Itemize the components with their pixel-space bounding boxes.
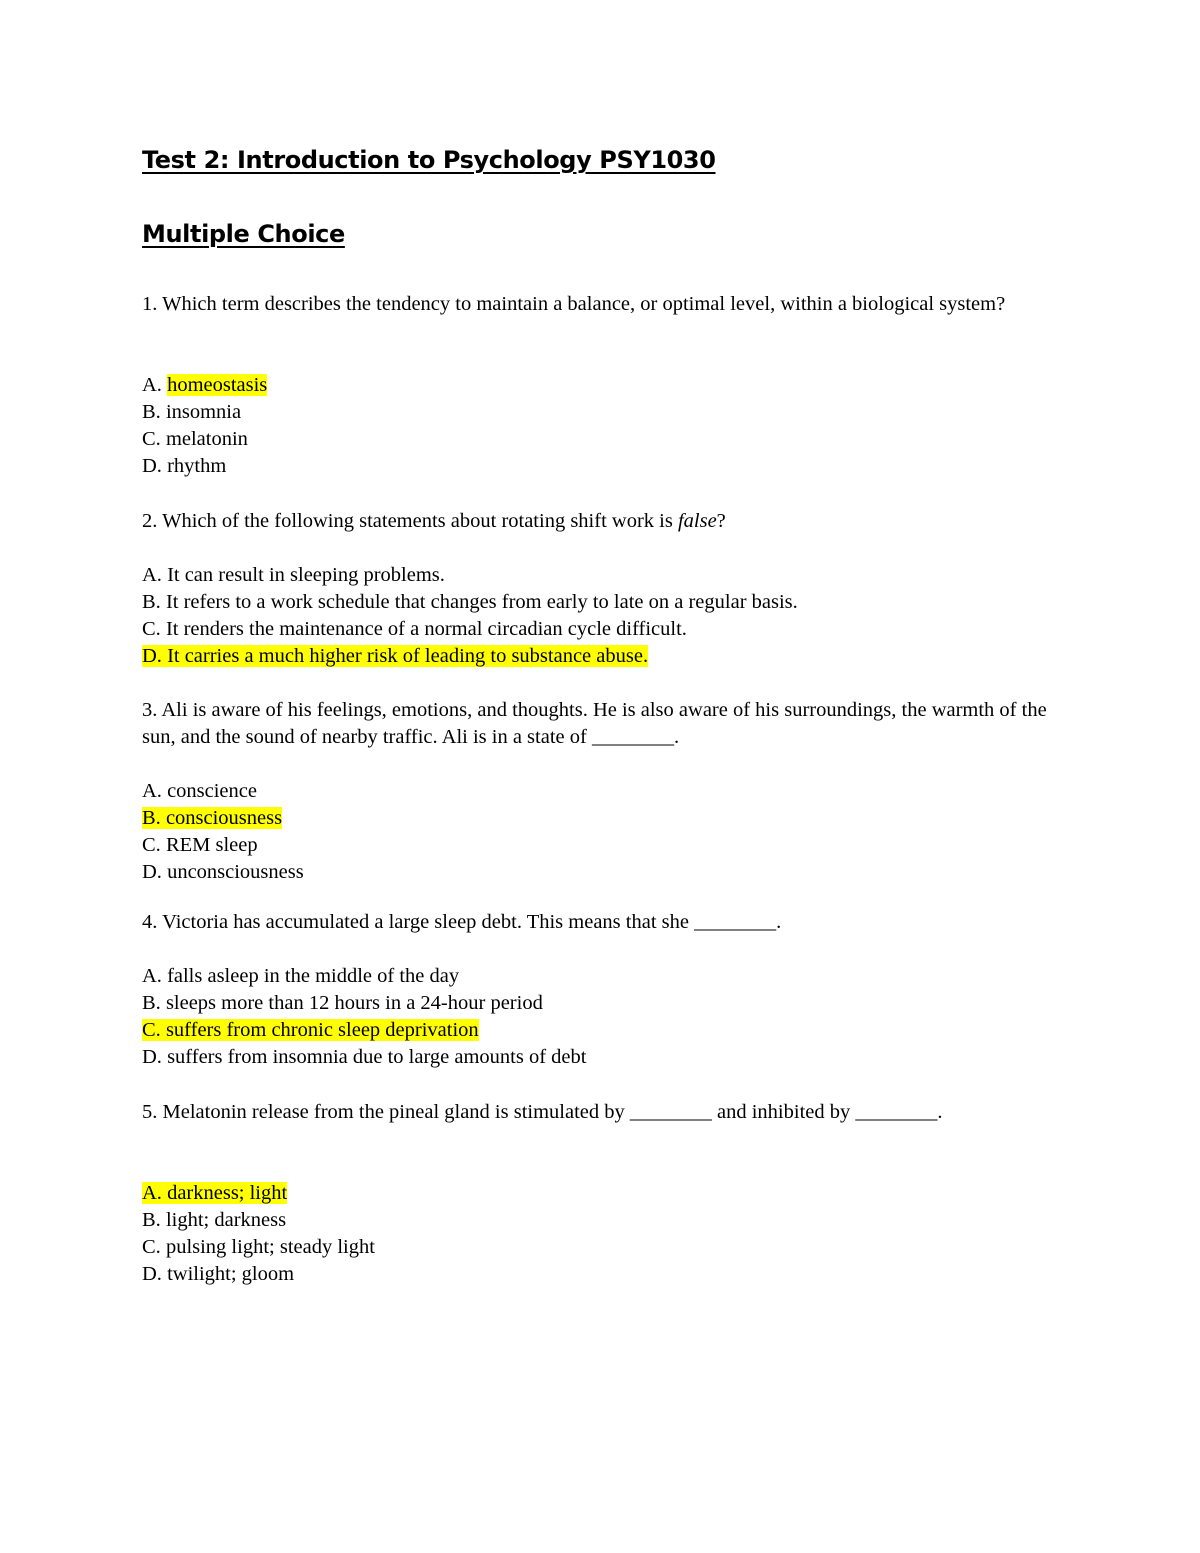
- option-prefix: B.: [142, 1209, 166, 1231]
- option-prefix: A.: [142, 965, 168, 987]
- option-prefix: D.: [142, 455, 168, 477]
- option-text: homeostasis: [167, 374, 268, 396]
- option-d: [142, 1261, 375, 1288]
- option-text: consciousness: [165, 807, 283, 829]
- option-text: pulsing light; steady light: [165, 1236, 375, 1258]
- option-a: [142, 1180, 375, 1207]
- option-prefix: C.: [142, 618, 166, 640]
- option-d: [142, 453, 267, 480]
- option-text: rhythm: [167, 455, 227, 477]
- option-a: [142, 562, 798, 589]
- option-prefix: D.: [142, 1046, 168, 1068]
- option-a: [142, 963, 586, 990]
- option-b: [142, 990, 586, 1017]
- option-b: [142, 589, 798, 616]
- option-text: unconsciousness: [167, 861, 304, 883]
- option-prefix: B.: [142, 591, 166, 613]
- option-d: [142, 859, 304, 886]
- option-prefix: D.: [142, 1263, 168, 1285]
- option-text: conscience: [167, 780, 257, 802]
- option-a: [142, 778, 304, 805]
- option-prefix: A.: [142, 1182, 168, 1204]
- option-text: insomnia: [165, 401, 242, 423]
- option-prefix: A.: [142, 374, 168, 396]
- question-3-options: [142, 778, 304, 886]
- option-c: [142, 616, 798, 643]
- option-prefix: C.: [142, 1019, 166, 1041]
- option-prefix: D.: [142, 861, 168, 883]
- question-1-stem: 1. Which term describes the tendency to maintain a balance, or optimal level, within a biological system?: [142, 293, 1006, 315]
- document-title: Test 2: Introduction to Psychology PSY1030: [142, 146, 716, 174]
- highlighted-answer: [142, 1182, 287, 1204]
- option-text: falls asleep in the middle of the day: [167, 965, 460, 987]
- option-text: twilight; gloom: [167, 1263, 295, 1285]
- stem-text: 2. Which of the following statements about rotating shift work is: [142, 510, 678, 532]
- option-b: [142, 1207, 375, 1234]
- question-5-stem: 5. Melatonin release from the pineal gland is stimulated by ________ and inhibited by ________.: [142, 1101, 943, 1123]
- question-1-options: [142, 372, 267, 480]
- question-3-stem: 3. Ali is aware of his feelings, emotions, and thoughts. He is also aware of his surroundings, the warmth of the sun, and the sound of nearby traffic. Ali is in a state of ________.: [142, 699, 1047, 748]
- option-prefix: C.: [142, 428, 166, 450]
- section-heading: Multiple Choice: [142, 220, 345, 248]
- question-2-stem: [142, 508, 1072, 535]
- option-prefix: C.: [142, 834, 166, 856]
- option-text: suffers from chronic sleep deprivation: [165, 1019, 479, 1041]
- option-d: [142, 643, 798, 670]
- option-text: suffers from insomnia due to large amounts of debt: [167, 1046, 587, 1068]
- option-b: [142, 399, 267, 426]
- stem-emphasis: false: [677, 510, 717, 532]
- option-text: It carries a much higher risk of leading to substance abuse.: [167, 645, 649, 667]
- option-prefix: C.: [142, 1236, 166, 1258]
- option-text: light; darkness: [165, 1209, 287, 1231]
- option-c: [142, 1017, 586, 1044]
- question-4-options: [142, 963, 586, 1071]
- option-prefix: D.: [142, 645, 168, 667]
- option-d: [142, 1044, 586, 1071]
- option-prefix: B.: [142, 807, 166, 829]
- option-text: It refers to a work schedule that changes from early to late on a regular basis.: [165, 591, 798, 613]
- question-5-options: [142, 1180, 375, 1288]
- option-text: sleeps more than 12 hours in a 24-hour period: [165, 992, 543, 1014]
- highlighted-answer: [142, 645, 648, 667]
- option-c: [142, 832, 304, 859]
- stem-text-end: ?: [716, 510, 726, 532]
- option-prefix: B.: [142, 401, 166, 423]
- option-c: [142, 1234, 375, 1261]
- option-text: darkness; light: [167, 1182, 288, 1204]
- question-4-stem: 4. Victoria has accumulated a large sleep debt. This means that she ________.: [142, 911, 782, 933]
- option-text: It renders the maintenance of a normal circadian cycle difficult.: [165, 618, 687, 640]
- option-text: It can result in sleeping problems.: [167, 564, 445, 586]
- highlighted-answer: [142, 807, 282, 829]
- option-a: [142, 372, 267, 399]
- option-prefix: A.: [142, 780, 168, 802]
- question-2-options: [142, 562, 798, 670]
- option-text: REM sleep: [165, 834, 258, 856]
- highlighted-answer: [142, 1019, 479, 1041]
- option-c: [142, 426, 267, 453]
- option-text: melatonin: [165, 428, 248, 450]
- option-prefix: B.: [142, 992, 166, 1014]
- option-prefix: A.: [142, 564, 168, 586]
- option-b: [142, 805, 304, 832]
